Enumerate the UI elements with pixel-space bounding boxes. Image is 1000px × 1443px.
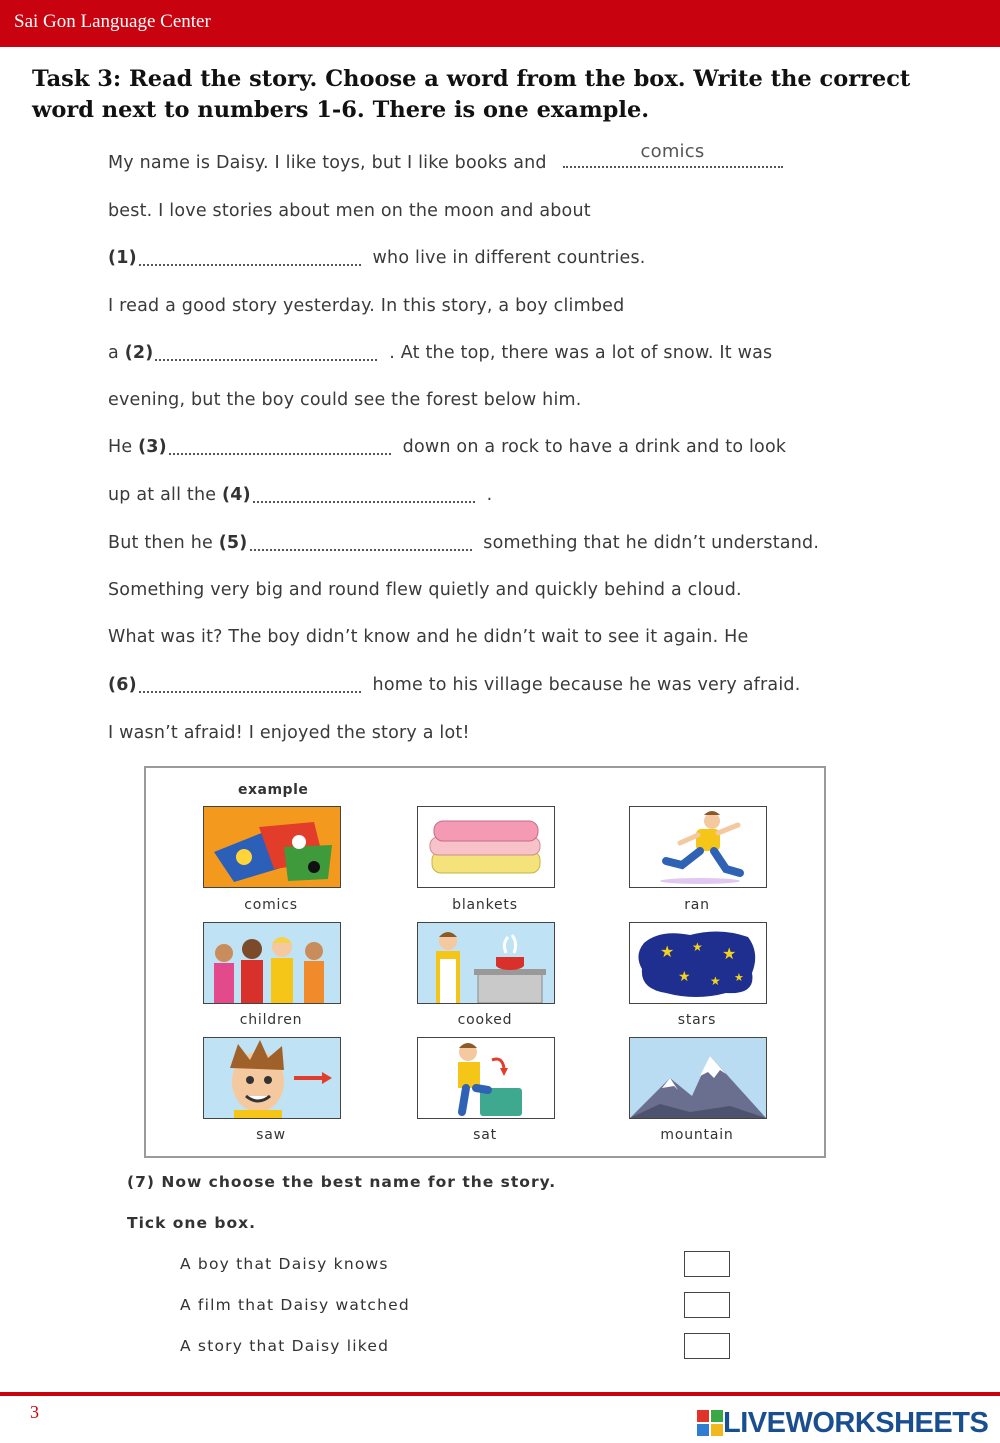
tick-instruction: Tick one box.	[127, 1214, 257, 1232]
mountain-picture	[629, 1037, 767, 1119]
liveworksheets-logo-text: LIVEWORKSHEETS	[723, 1407, 989, 1439]
story-line-1	[108, 141, 789, 173]
answer-gap-1[interactable]	[139, 248, 361, 266]
answer-input-1[interactable]	[139, 250, 365, 268]
story-text: My name is Daisy. I like toys, but I like books and	[108, 153, 547, 173]
page-number: 3	[30, 1402, 39, 1422]
option-1-checkbox[interactable]	[684, 1251, 730, 1277]
word-stars: stars	[677, 1012, 717, 1028]
gap-number-1: (1)	[108, 248, 137, 268]
blankets-illustration	[418, 807, 554, 887]
svg-text:★: ★	[660, 942, 675, 961]
story-line-10: Something very big and round flew quietly and quickly behind a cloud.	[108, 580, 742, 600]
gap-number-6: (6)	[108, 675, 137, 695]
word-mountain: mountain	[660, 1127, 734, 1143]
word-cooked: cooked	[457, 1012, 513, 1028]
mountain-illustration	[630, 1038, 766, 1118]
story-line-2: best. I love stories about men on the moon and about	[108, 201, 591, 221]
option-3-checkbox[interactable]	[684, 1333, 730, 1359]
cooked-picture	[417, 922, 555, 1004]
story-text: up at all the	[108, 485, 217, 505]
story-line-11: What was it? The boy didn’t know and he didn’t wait to see it again. He	[108, 627, 749, 647]
story-line-3	[108, 248, 646, 268]
comics-illustration	[204, 807, 340, 887]
story-line-7	[108, 437, 786, 457]
story-text: a	[108, 343, 119, 363]
word-picture-box	[144, 766, 826, 1158]
gap-number-3: (3)	[138, 437, 167, 457]
word-saw: saw	[256, 1127, 286, 1143]
answer-gap-2[interactable]	[155, 343, 377, 361]
option-2-label: A film that Daisy watched	[180, 1296, 410, 1314]
header-bar	[0, 0, 1000, 47]
children-illustration	[204, 923, 340, 1003]
center-name: Sai Gon Language Center	[14, 11, 211, 32]
footer-rule	[0, 1392, 1000, 1396]
gap-number-4: (4)	[222, 485, 251, 505]
stars-picture	[629, 922, 767, 1004]
word-children: children	[239, 1012, 303, 1028]
svg-text:★: ★	[710, 974, 721, 988]
word-sat: sat	[473, 1127, 497, 1143]
story-line-5	[108, 343, 772, 363]
gap-number-5: (5)	[218, 533, 248, 553]
answer-input-3[interactable]	[169, 439, 395, 457]
question-7-prompt: (7) Now choose the best name for the story.	[127, 1173, 557, 1191]
example-answer-gap	[563, 141, 783, 168]
sat-picture	[417, 1037, 555, 1119]
stars-illustration	[630, 923, 766, 1003]
story-text: home to his village because he was very afraid.	[372, 675, 801, 695]
liveworksheets-logo-icon	[697, 1410, 723, 1436]
svg-text:★: ★	[692, 940, 703, 954]
story-text: . At the top, there was a lot of snow. It was	[389, 343, 773, 363]
story-text: down on a rock to have a drink and to look	[402, 437, 787, 457]
svg-text:★: ★	[678, 969, 691, 985]
story-text: But then he	[108, 533, 213, 553]
answer-input-2[interactable]	[155, 345, 381, 363]
example-answer: comics	[640, 141, 705, 162]
story-line-9	[108, 533, 819, 553]
svg-text:★: ★	[722, 944, 737, 963]
answer-gap-3[interactable]	[169, 437, 391, 455]
answer-gap-6[interactable]	[139, 675, 361, 693]
answer-gap-5[interactable]	[250, 533, 472, 551]
answer-input-6[interactable]	[139, 677, 365, 695]
svg-text:★: ★	[734, 971, 744, 984]
word-comics: comics	[244, 897, 298, 913]
option-1-label: A boy that Daisy knows	[180, 1255, 389, 1273]
story-text: something that he didn’t understand.	[483, 533, 820, 553]
example-label: example	[238, 782, 309, 798]
blankets-picture	[417, 806, 555, 888]
cooking-boy-illustration	[418, 923, 554, 1003]
gap-number-2: (2)	[124, 343, 154, 363]
story-line-6: evening, but the boy could see the forest below him.	[108, 390, 582, 410]
story-text: who live in different countries.	[372, 248, 646, 268]
liveworksheets-logo[interactable]	[697, 1406, 997, 1440]
word-blankets: blankets	[452, 897, 518, 913]
story-text: He	[108, 437, 133, 457]
saw-picture	[203, 1037, 341, 1119]
story-line-8	[108, 485, 492, 505]
answer-input-5[interactable]	[250, 535, 476, 553]
children-picture	[203, 922, 341, 1004]
answer-gap-4[interactable]	[253, 485, 475, 503]
comics-picture	[203, 806, 341, 888]
story-text: .	[486, 485, 493, 505]
story-line-4: I read a good story yesterday. In this story, a boy climbed	[108, 296, 625, 316]
answer-input-4[interactable]	[253, 487, 479, 505]
task-title: Task 3: Read the story. Choose a word from the box. Write the correct word next to numbers 1-6. There is one example.	[32, 66, 911, 123]
option-2-checkbox[interactable]	[684, 1292, 730, 1318]
running-boy-illustration	[630, 807, 766, 887]
ran-picture	[629, 806, 767, 888]
story-line-12	[108, 675, 800, 695]
seeing-boy-illustration	[204, 1038, 340, 1118]
story-line-13: I wasn’t afraid! I enjoyed the story a lot!	[108, 723, 470, 743]
word-ran: ran	[684, 897, 710, 913]
sitting-boy-illustration	[418, 1038, 554, 1118]
option-3-label: A story that Daisy liked	[180, 1337, 390, 1355]
